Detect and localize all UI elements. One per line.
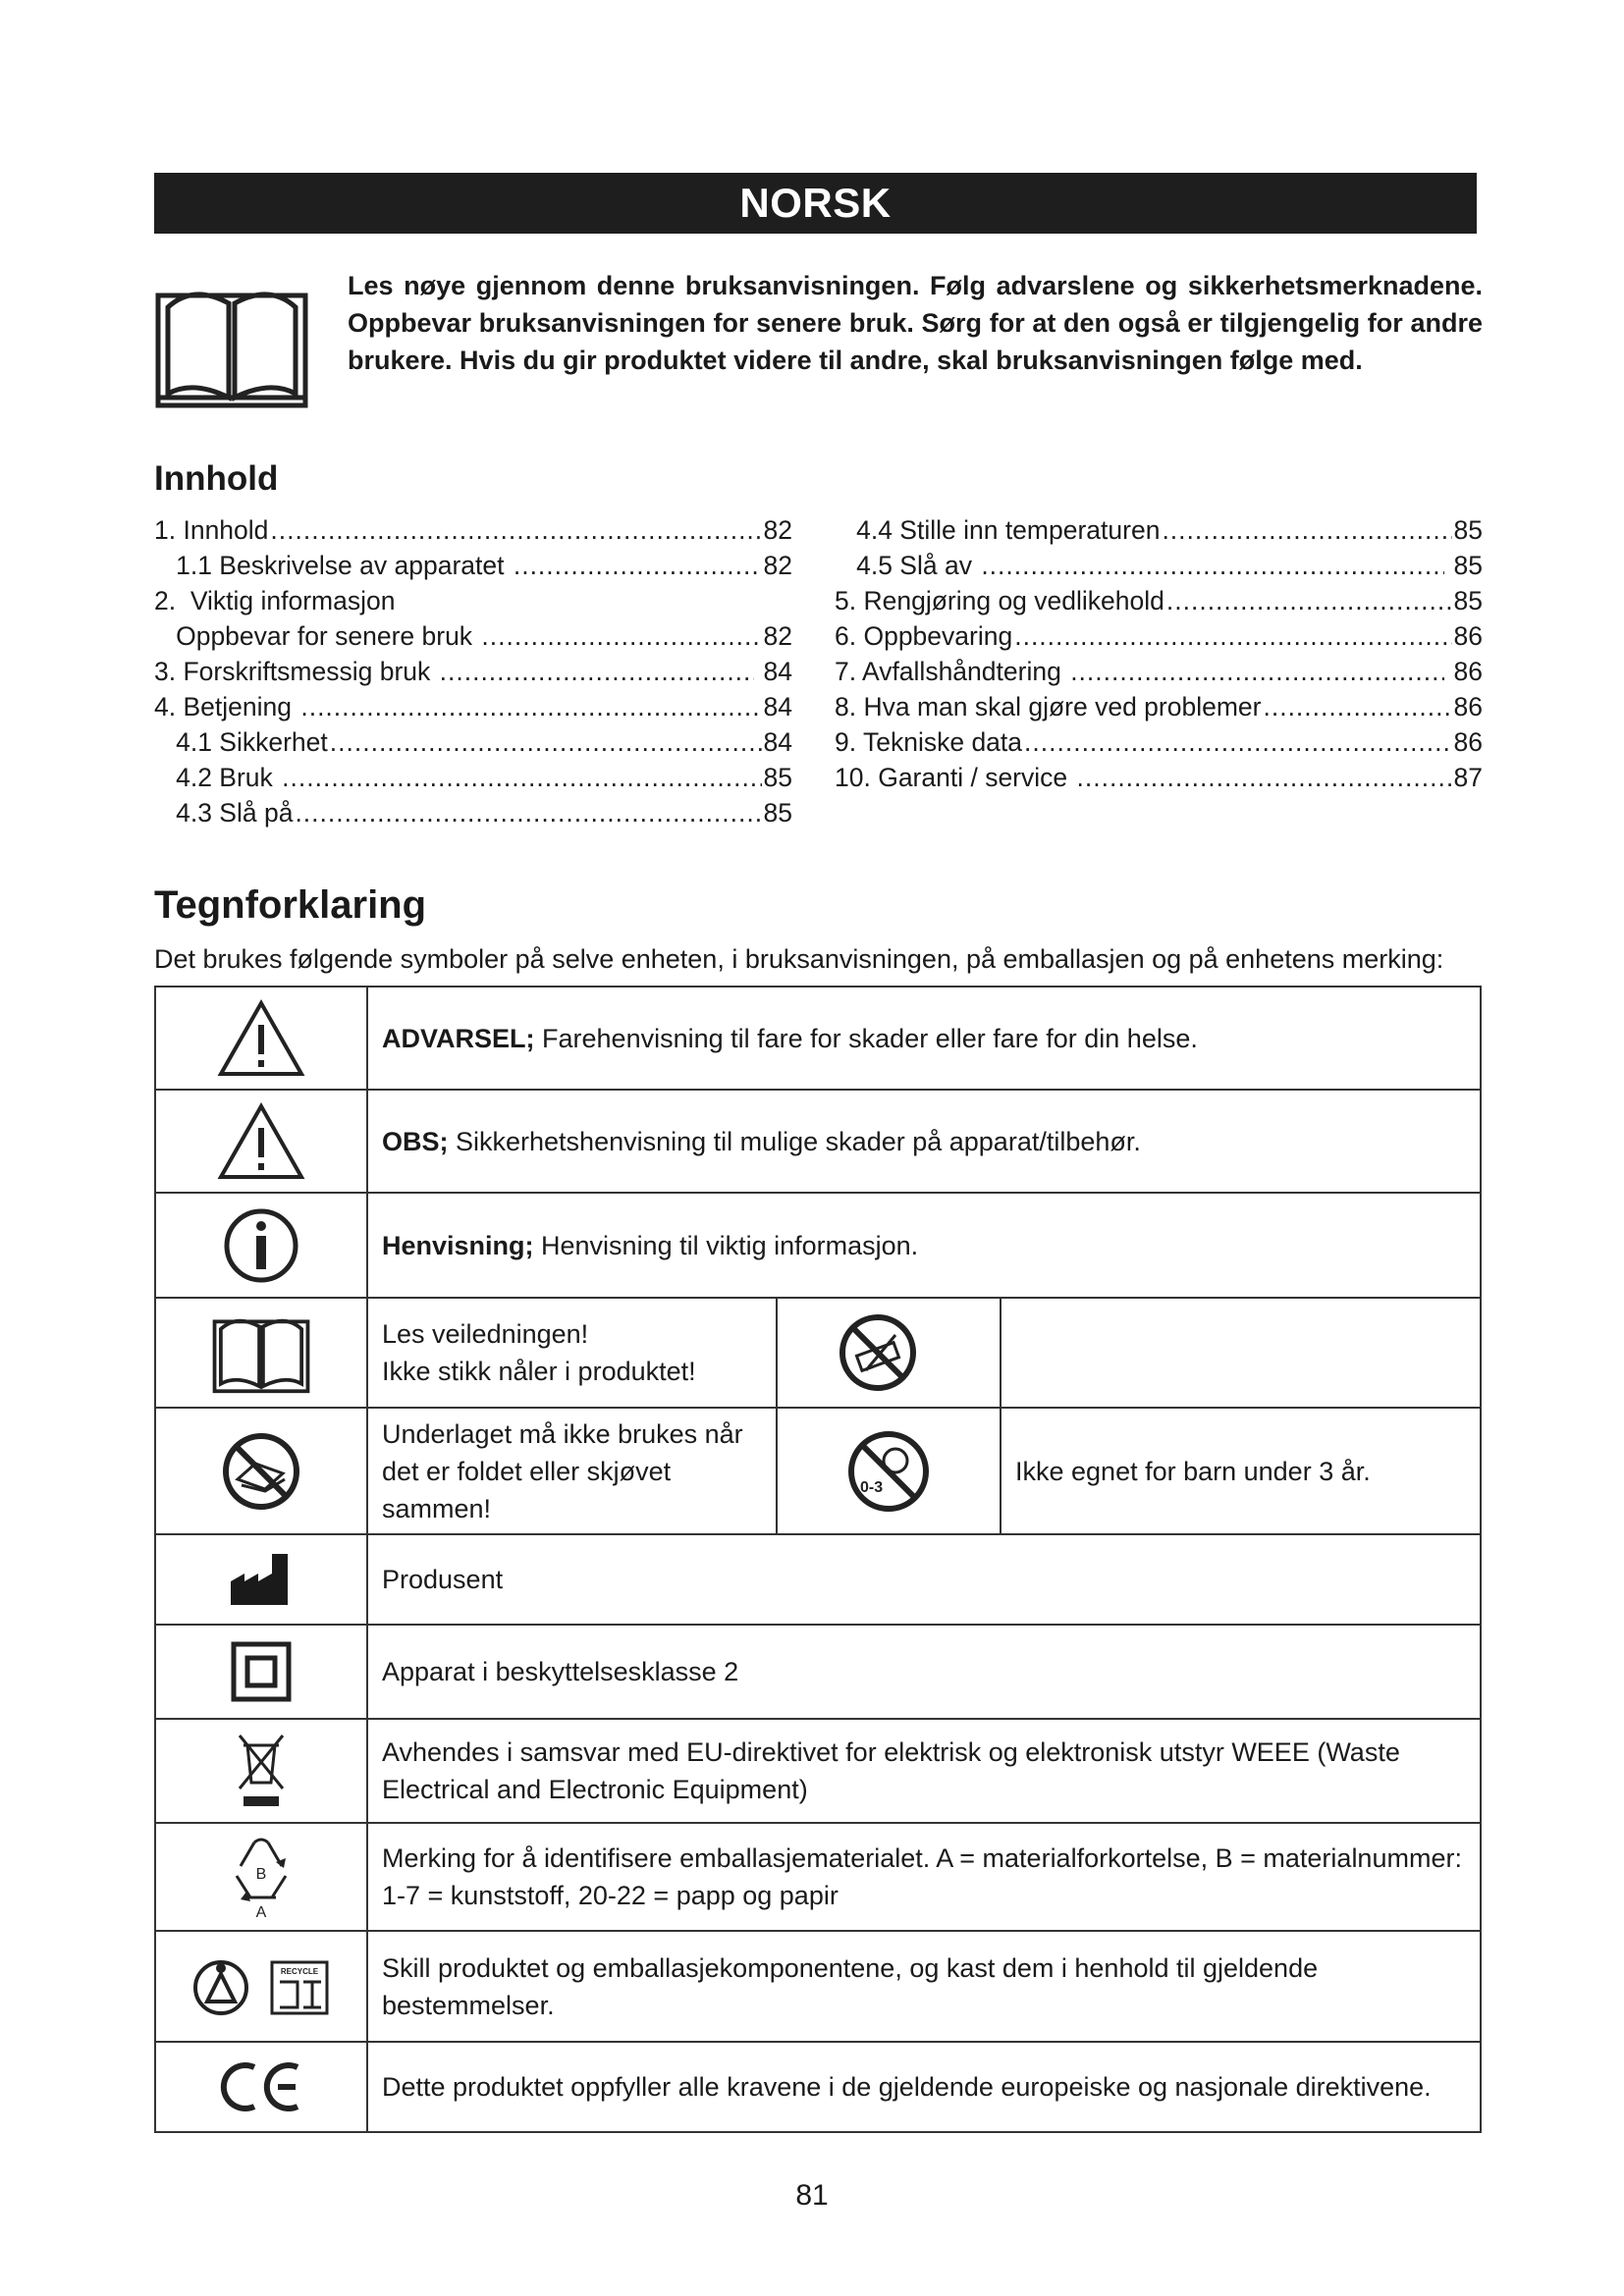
caution-keyword: OBS; — [382, 1126, 449, 1156]
toc-entry — [835, 583, 1483, 618]
recycle-badge: RECYCLE — [280, 1966, 319, 1976]
toc-entry-page: 86 — [1453, 621, 1483, 651]
toc-entry-label: 9. Tekniske data — [835, 727, 1023, 757]
legend-row-warning — [155, 987, 1481, 1090]
toc-entry-label: 3. Forskriftsmessig bruk — [154, 657, 438, 686]
symbol-legend-table — [154, 986, 1482, 2133]
recycling-code-text: Merking for å identifisere emballasjematerialet. A = materialforkortelse, B = materialnummer: 1-7 = kunststoff, 20-22 = papp og papir — [382, 1843, 1462, 1910]
crossed-bin-icon — [236, 1732, 287, 1810]
toc-entry — [154, 548, 792, 583]
toc-entry-page: 86 — [1446, 657, 1483, 686]
no-children-text: Ikke egnet for barn under 3 år. — [1015, 1456, 1371, 1486]
warning-triangle-icon — [217, 999, 305, 1078]
toc-leader-dots — [440, 654, 755, 689]
legend-row-manual-needles — [155, 1298, 1481, 1408]
toc-leader-dots — [300, 689, 761, 724]
toc-entry-label: 4. Betjening — [154, 692, 299, 721]
toc-entry — [154, 512, 792, 548]
not-for-children-0-3-icon — [844, 1427, 933, 1516]
toc-entry — [835, 654, 1483, 689]
no-needles-icon — [837, 1311, 919, 1394]
toc-entry-page: 85 — [763, 798, 792, 828]
toc-leader-dots — [282, 760, 761, 795]
toc-entry-page: 84 — [763, 727, 792, 757]
toc-entry-page: 84 — [756, 657, 792, 686]
intro-warning-text: Les nøye gjennom denne bruksanvisningen. Følg advarslene og sikkerhetsmerknadene. Oppbevar bruksanvisningen for senere bruk. Sørg for at den også er tilgjengelig for andre brukere. Hvis du gir produktet videre til andre, skal bruksanvisningen følge med. — [348, 271, 1483, 375]
legend-row-manufacturer — [155, 1534, 1481, 1625]
toc-entry — [154, 654, 792, 689]
toc-left-column — [154, 512, 792, 830]
toc-entry-label: 1. Innhold — [154, 515, 269, 545]
toc-entry — [154, 724, 792, 760]
toc-entry-page: 85 — [1446, 551, 1483, 580]
manufacturer-text: Produsent — [382, 1565, 504, 1594]
legend-row-separate — [155, 1931, 1481, 2042]
toc-leader-dots — [981, 548, 1444, 583]
toc-entry-label: 1.1 Beskrivelse av apparatet — [154, 551, 512, 580]
toc-entry-page: 82 — [763, 551, 792, 580]
toc-entry-label: 4.4 Stille inn temperaturen — [835, 515, 1161, 545]
toc-entry — [835, 760, 1483, 795]
toc-leader-dots — [1166, 583, 1452, 618]
toc-entry-label: 4.1 Sikkerhet — [154, 727, 328, 757]
info-text: Henvisning til viktig informasjon. — [533, 1230, 919, 1260]
toc-entry-page: 82 — [763, 515, 792, 545]
age-badge: 0-3 — [860, 1478, 884, 1496]
toc-leader-dots — [514, 548, 762, 583]
toc-entry-label: 4.3 Slå på — [154, 798, 294, 828]
recycling-letter-a: A — [255, 1904, 267, 1921]
toc-leader-dots — [1070, 654, 1444, 689]
manual-book-icon — [212, 1309, 310, 1396]
no-needles-text: Ikke stikk nåler i produktet! — [382, 1357, 696, 1386]
toc-leader-dots — [1077, 760, 1452, 795]
legend-row-class2 — [155, 1625, 1481, 1719]
ce-mark-icon — [217, 2059, 305, 2114]
caution-triangle-icon — [217, 1102, 305, 1181]
recycling-letter-b: B — [255, 1866, 267, 1883]
toc-leader-dots — [270, 512, 761, 548]
toc-entry-label: 7. Avfallshåndtering — [835, 657, 1069, 686]
toc-entry-label: Oppbevar for senere bruk — [154, 621, 480, 651]
toc-entry — [154, 795, 792, 830]
no-folded-text: Underlaget må ikke brukes når det er foldet eller skjøvet sammen! — [382, 1418, 743, 1523]
read-manual-text: Les veiledningen! — [382, 1319, 589, 1349]
toc-entry-page: 86 — [1453, 692, 1483, 721]
toc-entry — [835, 724, 1483, 760]
toc-entry — [835, 512, 1483, 548]
toc-entry-label: 8. Hva man skal gjøre ved problemer — [835, 692, 1262, 721]
toc-entry-page: 87 — [1453, 763, 1483, 792]
toc-entry — [835, 618, 1483, 654]
toc-leader-dots — [295, 795, 761, 830]
legend-heading: Tegnforklaring — [154, 883, 427, 927]
toc-entry-page: 85 — [763, 763, 792, 792]
class2-text: Apparat i beskyttelsesklasse 2 — [382, 1657, 739, 1686]
toc-entry-label: 4.5 Slå av — [835, 551, 980, 580]
weee-text: Avhendes i samsvar med EU-direktivet for elektrisk og elektronisk utstyr WEEE (Waste Electrical and Electronic Equipment) — [382, 1737, 1400, 1804]
toc-entry — [835, 689, 1483, 724]
toc-leader-dots — [1024, 724, 1451, 760]
recycling-triangle-icon — [227, 1833, 296, 1921]
toc-entry-page: 85 — [1453, 586, 1483, 615]
toc-entry — [835, 548, 1483, 583]
legend-row-folded-children — [155, 1408, 1481, 1534]
toc-entry-page: 84 — [763, 692, 792, 721]
toc-entry-page: 86 — [1453, 727, 1483, 757]
legend-row-caution — [155, 1090, 1481, 1193]
separate-recycle-icon — [188, 1952, 335, 2021]
protection-class-2-icon — [230, 1640, 293, 1703]
toc-entry — [154, 689, 792, 724]
toc-entry-label: 6. Oppbevaring — [835, 621, 1013, 651]
ce-text: Dette produktet oppfyller alle kravene i de gjeldende europeiske og nasjonale direktivene. — [382, 2072, 1432, 2102]
toc-leader-dots — [330, 724, 762, 760]
manual-book-icon — [154, 278, 309, 411]
separate-text: Skill produktet og emballasjekomponentene, og kast dem i henhold til gjeldende bestemmelser. — [382, 1952, 1319, 2020]
info-keyword: Henvisning; — [382, 1230, 534, 1260]
factory-icon — [227, 1550, 296, 1609]
legend-intro-text: Det brukes følgende symboler på selve enheten, i bruksanvisningen, på emballasjen og på enhetens merking: — [154, 944, 1444, 974]
contents-heading: Innhold — [154, 459, 279, 498]
legend-row-recycling-code — [155, 1823, 1481, 1931]
toc-leader-dots — [1014, 618, 1451, 654]
toc-leader-dots — [1263, 689, 1451, 724]
toc-entry-label: 10. Garanti / service — [835, 763, 1075, 792]
language-banner: NORSK — [154, 173, 1477, 234]
toc-entry — [154, 760, 792, 795]
toc-entry — [154, 618, 792, 654]
legend-row-weee — [155, 1719, 1481, 1823]
page-number: 81 — [795, 2179, 829, 2212]
toc-entry-page: 82 — [763, 621, 792, 651]
toc-leader-dots — [481, 618, 761, 654]
toc-entry-label: 5. Rengjøring og vedlikehold — [835, 586, 1164, 615]
toc-entry-page: 85 — [1453, 515, 1483, 545]
no-folded-pad-icon — [220, 1430, 302, 1513]
toc-entry-label: 2. Viktig informasjon — [154, 586, 396, 615]
legend-row-ce — [155, 2042, 1481, 2132]
toc-entry — [154, 583, 792, 618]
warning-keyword: ADVARSEL; — [382, 1023, 535, 1053]
info-circle-icon — [222, 1206, 300, 1285]
caution-text: Sikkerhetshenvisning til mulige skader på apparat/tilbehør. — [448, 1126, 1141, 1156]
toc-right-column — [835, 512, 1483, 795]
warning-text: Farehenvisning til fare for skader eller fare for din helse. — [534, 1023, 1198, 1053]
legend-row-info — [155, 1193, 1481, 1298]
toc-leader-dots — [1162, 512, 1451, 548]
toc-entry-label: 4.2 Bruk — [154, 763, 281, 792]
